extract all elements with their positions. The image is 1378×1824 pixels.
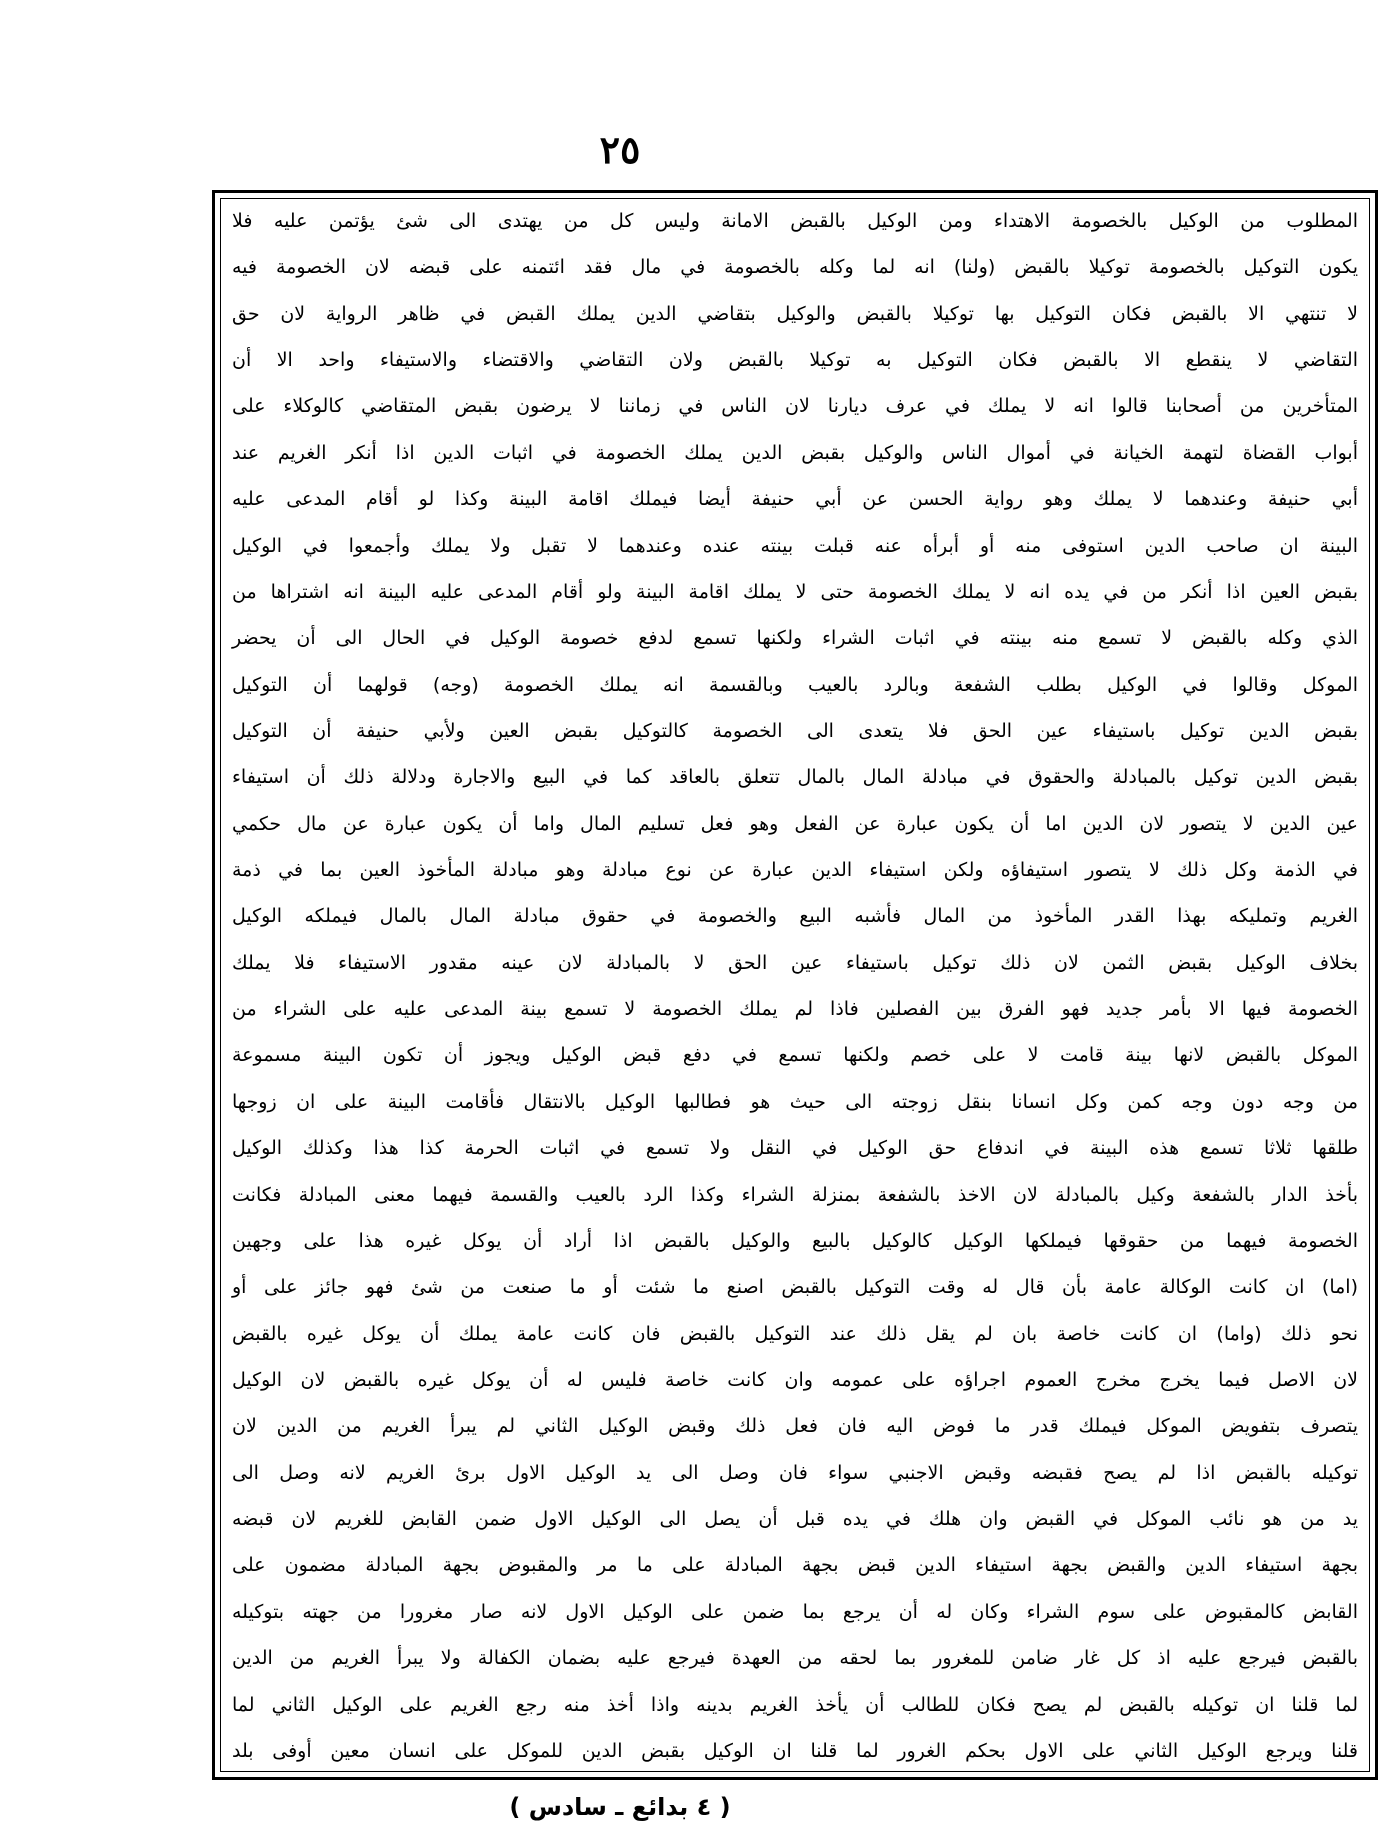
page-number: ٢٥ xyxy=(599,127,641,172)
text-line: عين الدين لا يتصور لان الدين اما أن يكون عبارة عن الفعل وهو فعل تسليم المال واما أن يكون عبارة عن مال حكمي xyxy=(232,812,1358,835)
text-line: بقبض الدين توكيل باستيفاء عين الحق فلا يتعدى الى الخصومة كالتوكيل بقبض العين ولأبي حنيفة أن التوكيل xyxy=(232,719,1358,742)
text-line: بأخذ الدار بالشفعة وكيل بالمبادلة لان الاخذ بالشفعة بمنزلة الشراء وكذا الرد بالعيب والقسمة فيهما معنى المبادلة فكانت xyxy=(232,1183,1358,1206)
text-line: نحو ذلك (واما) ان كانت خاصة بان لم يقل ذلك عند التوكيل بالقبض فان كانت عامة يملك أن يوكل غيره بالقبض xyxy=(232,1322,1358,1345)
text-line: التقاضي لا ينقطع الا بالقبض فكان التوكيل به توكيلا بالقبض ولان التقاضي والاقتضاء والاستيفاء واحد الا أن xyxy=(232,349,1358,372)
text-line: الموكل وقالوا في الوكيل بطلب الشفعة وبالرد بالعيب وبالقسمة انه يملك الخصومة (وجه) قولهما أن التوكيل xyxy=(232,673,1358,696)
text-line: الخصومة فيها الا بأمر جديد فهو الفرق بين الفصلين فاذا لم يملك الخصومة لا تسمع بينة المدعى عليه على الشراء من xyxy=(232,998,1358,1021)
text-line: الذي وكله بالقبض لا تسمع منه بينته في اثبات الشراء ولكنها تسمع لدفع خصومة الوكيل في الحال الى أن يحضر xyxy=(232,627,1358,650)
text-line: بالقبض فيرجع عليه اذ كل غار ضامن للمغرور بما لحقه من العهدة فيرجع عليه بضمان الكفالة ولا يبرأ الغريم من الدين xyxy=(232,1647,1358,1670)
text-line: المتأخرين من أصحابنا قالوا انه لا يملك في عرف ديارنا لان الناس في زماننا لا يرضون بقبض المتقاضي كالوكلاء على xyxy=(232,395,1358,418)
text-line: في الذمة وكل ذلك لا يتصور استيفاؤه ولكن استيفاء الدين عبارة عن نوع مبادلة وهو مبادلة المأخوذ العين بما في ذمة xyxy=(232,859,1358,882)
text-line: الغريم وتمليكه بهذا القدر المأخوذ من المال فأشبه البيع والخصومة في حقوق مبادلة المال بالمال فيملكه الوكيل xyxy=(232,905,1358,928)
text-line: لان الاصل فيما يخرج مخرج العموم اجراؤه على عمومه وان كانت خاصة فليس له أن يوكل غيره بالقبض لان الوكيل xyxy=(232,1368,1358,1391)
text-line: بقبض الدين توكيل بالمبادلة والحقوق في مبادلة المال بالمال تتعلق بالعاقد كما في البيع والاجارة ودلالة ذلك أن استيفاء xyxy=(232,766,1358,789)
text-line: قلنا ويرجع الوكيل الثاني على الاول بحكم الغرور لما قلنا ان الوكيل بقبض الدين للموكل على انسان معين أوفى بلد xyxy=(232,1739,1358,1762)
text-line: بجهة استيفاء الدين والقبض بجهة استيفاء الدين قبض بجهة المبادلة على ما مر والمقبوض بجهة المبادلة مضمون على xyxy=(232,1554,1358,1577)
body-text xyxy=(232,204,1358,1768)
text-line: البينة ان صاحب الدين استوفى منه أو أبرأه عنه قبلت بينته عنده وعندهما لا تقبل ولا يملك وأجمعوا في الوكيل xyxy=(232,534,1358,557)
text-line: المطلوب من الوكيل بالخصومة الاهتداء ومن الوكيل بالقبض الامانة وليس كل من يهتدى الى شئ يؤتمن عليه فلا xyxy=(232,210,1358,232)
text-line: من وجه دون وجه كمن وكل انسانا بنقل زوجته الى حيث هو فطالبها الوكيل بالانتقال فأقامت البينة على ان زوجها xyxy=(232,1090,1358,1113)
text-line: بقبض العين اذا أنكر من في يده انه لا يملك الخصومة حتى لا يملك اقامة البينة ولو أقام المدعى عليه البينة انه اشتراها من xyxy=(232,580,1358,603)
text-line: توكيله بالقبض اذا لم يصح فقبضه وقبض الاجنبي سواء فان وصل الى يد الوكيل الاول برئ الغريم لانه وصل الى xyxy=(232,1461,1358,1484)
text-line: يد من هو نائب الموكل في القبض وان هلك في يده قبل أن يصل الى الوكيل الاول ضمن القابض للغريم لان قبضه xyxy=(232,1508,1358,1531)
text-line: بخلاف الوكيل بقبض الثمن لان ذلك توكيل باستيفاء عين الحق لا بالمبادلة لان عينه مقدور الاستيفاء فلا يملك xyxy=(232,951,1358,974)
text-line: لا تنتهي الا بالقبض فكان التوكيل بها توكيلا بالقبض والوكيل بتقاضي الدين يملك القبض في ظاهر الرواية لان حق xyxy=(232,302,1358,325)
text-line: أبواب القضاة لتهمة الخيانة في أموال الناس والوكيل بقبض الدين يملك الخصومة في اثبات الدين اذا أنكر الغريم عند xyxy=(232,441,1358,464)
text-line: الموكل بالقبض لانها بينة قامت لا على خصم ولكنها تسمع في دفع قبض الوكيل ويجوز أن تكون البينة مسموعة xyxy=(232,1044,1358,1067)
footer-signature: ( ٤ بدائع ـ سادس ) xyxy=(509,1793,731,1821)
text-line: (اما) ان كانت الوكالة عامة بأن قال له وقت التوكيل بالقبض اصنع ما شئت أو ما صنعت من شئ فهو جائز على أو xyxy=(232,1276,1358,1299)
text-line: طلقها ثلاثا تسمع هذه البينة في اندفاع حق الوكيل في النقل ولا تسمع في اثبات الحرمة كذا هذا وكذلك الوكيل xyxy=(232,1137,1358,1160)
text-line: القابض كالمقبوض على سوم الشراء وكان له أن يرجع بما ضمن على الوكيل الاول لانه صار مغرورا من جهته بتوكيله xyxy=(232,1600,1358,1623)
text-line: الخصومة فيهما من حقوقها فيملكها الوكيل كالوكيل بالبيع والوكيل بالقبض اذا أراد أن يوكل غيره هذا على وجهين xyxy=(232,1229,1358,1252)
text-line: يكون التوكيل بالخصومة توكيلا بالقبض (ولنا) انه لما وكله بالخصومة في مال فقد ائتمنه على قبضه لان الخصومة فيه xyxy=(232,256,1358,279)
text-line: يتصرف بتفويض الموكل فيملك قدر ما فوض اليه فان فعل ذلك وقبض الوكيل الثاني لم يبرأ الغريم من الدين لان xyxy=(232,1415,1358,1438)
text-line: أبي حنيفة وعندهما لا يملك وهو رواية الحسن عن أبي حنيفة أيضا فيملك اقامة البينة وكذا لو أقام المدعى عليه xyxy=(232,488,1358,511)
text-line: لما قلنا ان توكيله بالقبض لم يصح فكان للطالب أن يأخذ الغريم بدينه واذا أخذ منه رجع الغريم على الوكيل الثاني لما xyxy=(232,1693,1358,1716)
